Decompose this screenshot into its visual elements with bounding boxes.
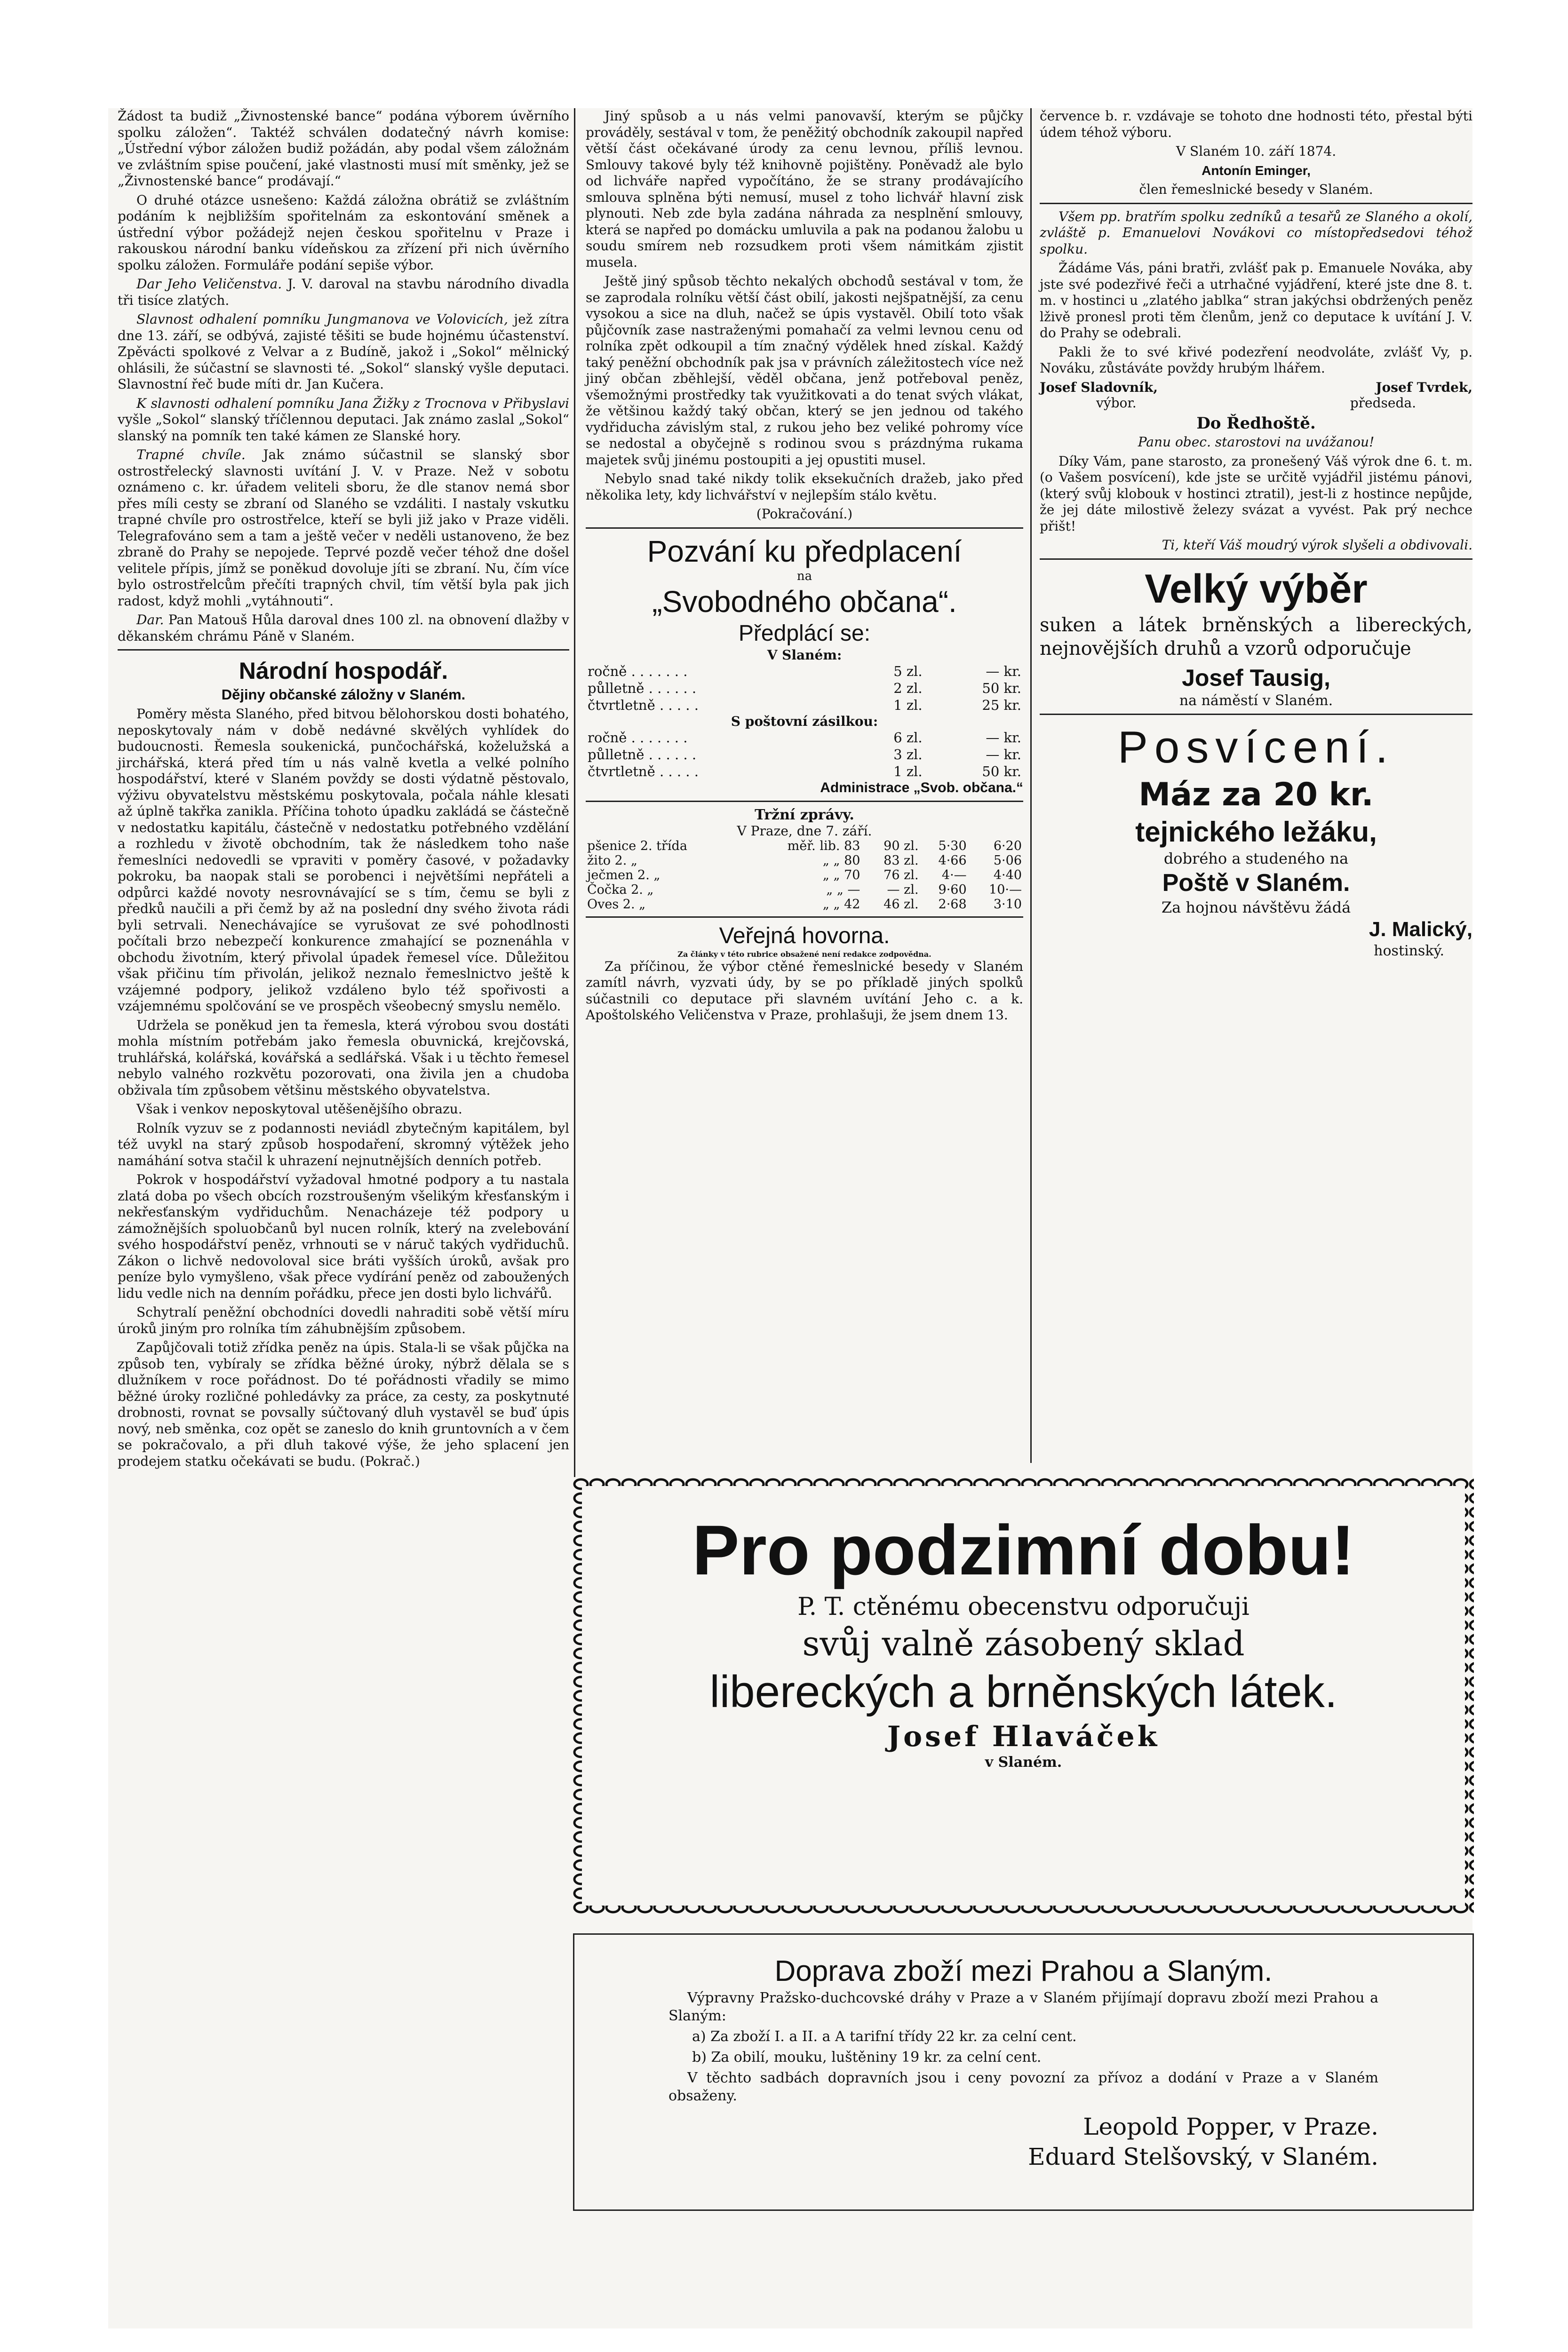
ad-name: J. Malický,	[1369, 917, 1472, 941]
market-cell: žito 2. „	[587, 853, 637, 868]
market-cell: — zl.	[887, 882, 919, 897]
price-row	[586, 697, 1023, 714]
ad-name: Josef Hlaváček	[887, 1720, 1160, 1753]
paragraph: Zapůjčovali totiž zřídka peněz na úpis. Stala-li se však půjčka na způsob ten, vybíraly se zřídka běžné úroky, nýbrž dělala se s dlužníkem v roce pořádnost. Do té pořádnosti vřadily se mimo běžné úroky rozličné pohledávky za práce, za cesty, za poskytnuté drobnosti, rovnat se povsally súčtovaný dluh vystavěl se buď úpis nový, neb směnka, coz opět se zaneslo do knih gruntovních a v čem se pokračovalo, a při dluh takové výše, že jeho splacení jen prodejem statku očekávati se budu. (Pokrač.)	[118, 1340, 569, 1469]
paragraph: července b. r. vzdávaje se tohoto dne hodnosti této, přestal býti údem téhož výboru.	[1040, 108, 1472, 140]
price-kr: — kr.	[986, 663, 1021, 679]
price-zl: 5 zl.	[893, 663, 923, 679]
price-zl: 6 zl.	[893, 729, 923, 746]
ad-title: Velký výběr	[1145, 566, 1368, 612]
market-cell: 6·20	[993, 838, 1022, 853]
item-heading: Slavnost odhalení pomníku Jungmanova ve Volovicích,	[136, 311, 508, 327]
signature: Josef Tvrdek,	[1376, 379, 1472, 395]
subscription-na: na	[796, 569, 812, 583]
ad-line: libereckých a brněnských látek.	[709, 1667, 1337, 1717]
cloth-ad	[1040, 564, 1472, 709]
market-row	[586, 897, 1023, 912]
ad-price: Máz za 20 kr.	[1138, 776, 1374, 813]
price-kr: 25 kr.	[982, 697, 1021, 713]
paragraph: Jiný spůsob a u nás velmi panovavší, kterým se půjčky prováděly, sestával v tom, že peněžitý obchodník zakoupil napřed větší část očekávané úrody za cenu levnou, příliš levnou. Smlouvy takové byly též knihovně pojištěny. Poněvadž ale bylo od lichváře napřed vypočítáno, že se strany prodávajícího smlouva splněna býti nemusí, musel z toho lichvář hlavní zisk plynouti. Neb zde byla zadána náhrada za nesplnění smlouvy, která se napřed po domácku umluvila a pak na podanou žalobu u soudu smírem neb rozsudkem proti všem námitkám zjistit musela.	[586, 108, 1023, 270]
market-title: Tržní zprávy.	[755, 806, 854, 823]
price-label: půlletně . . . . . .	[588, 680, 697, 696]
market-row	[586, 853, 1023, 868]
administration: Administrace „Svob. občana.“	[820, 779, 1023, 795]
continuation-note: (Pokračování.)	[756, 506, 853, 522]
item-heading: K slavnosti odhalení pomníku Jana Žižky z Trocnova v Přibyslavi	[136, 395, 569, 411]
price-label: ročně . . . . . . .	[588, 663, 688, 679]
ad-beer: tejnického ležáku,	[1135, 816, 1377, 848]
festival-ad	[1040, 720, 1472, 959]
price-row	[586, 763, 1023, 780]
price-label: čtvrtletně . . . . .	[588, 697, 699, 713]
date-line: V Slaném 10. září 1874.	[1176, 143, 1337, 159]
divider	[1040, 558, 1472, 560]
section-title: Národní hospodář.	[239, 658, 448, 684]
price-row	[586, 729, 1023, 746]
paragraph: Žádost ta budiž „Živnostenské bance“ podána výborem úvěrního spolku záložen“. Taktéž schválen dodatečný návrh komise: „Ústřední výbor záložen budiž požádán, aby podal všem záložnám ve zvláštním spise poučení, jaké vlastnosti musí mít směnky, jež se „Živnostenské bance“ prodávají.“	[118, 108, 569, 189]
price-zl: 3 zl.	[893, 746, 923, 763]
section-subtitle: Dějiny občanské záložny v Slaném.	[221, 686, 466, 703]
market-row	[586, 839, 1023, 853]
divider	[586, 801, 1023, 802]
market-cell: „ „ 80	[822, 853, 860, 868]
signature-role: předseda.	[1350, 395, 1416, 411]
item-text: J. V. daroval na stavbu národního divadla tři tisíce zlatých.	[118, 276, 569, 308]
ad-text: dobrého a studeného na	[1163, 849, 1349, 867]
signature-role: výbor.	[1096, 395, 1137, 411]
price-kr: — kr.	[986, 729, 1021, 746]
paragraph	[118, 276, 569, 309]
divider	[1040, 714, 1472, 715]
ad-place: v Slaném.	[985, 1754, 1062, 1771]
item-text: Jak známo súčastnil se slanský sbor ostrostřelecký slavnosti uvítání J. V. v Praze. Než v sobotu oznámeno c. kr. úřadem veliteli sboru, že dle stanov nemá sbor přes míli cesty se zbraní od Slaného se vzdáliti. I nastaly vskutku trapné chvíle pro ostrostřelce, kteří se byli již jako v Praze viděli. Telegrafováno sem a tam a ještě večer v neděli ustanoveno, že bez zbraně do Prahy se nepojede. Teprvé pozdě večer téhož dne došel velitele přípis, jímž se poněkud dovoluje jíti se zbraní. Nu, čím více bylo ostrostřelcům přečíti trapných chvil, tím větší byla pak jich radost, když mohli „vytáhnouti“.	[118, 447, 569, 609]
column-3	[1040, 108, 1472, 959]
market-cell: „ „ 42	[822, 897, 860, 912]
paragraph: Žádáme Vás, páni bratři, zvlášť pak p. Emanuele Nováka, aby jste své podezřivé řeči a utrhačné vyjádření, které jste dne 8. t. m. v hostinci u „zlatého jablka“ stran jakýchsi obdržených peněz lživě pronesl proti těm členům, jenž co deputace k uvítání J. V. do Prahy se odebrali.	[1040, 260, 1472, 341]
market-cell: pšenice 2. třída	[587, 838, 687, 853]
ad-name: Josef Tausig,	[1182, 664, 1330, 691]
market-cell: Oves 2. „	[587, 897, 646, 912]
column-2	[586, 108, 1023, 1026]
paragraph: Rolník vyzuv se z podannosti neviádl zbytečným kapitálem, byl též uvykl na starý způsob hospodaření, skromný výtěžek jeho namáhání sotva stačil k uhrazení nejnutnějších denních potřeb.	[118, 1120, 569, 1168]
market-cell: 5·06	[993, 853, 1022, 868]
paragraph: Schytralí peněžní obchodníci dovedli nahraditi sobě větší míru úroků jiným pro rolníka tím záhubnějším způsobem.	[118, 1304, 569, 1336]
forum-title: Veřejná hovorna.	[719, 923, 890, 948]
item-heading: Dar.	[136, 612, 164, 628]
price-zl: 2 zl.	[893, 680, 923, 696]
transport-ad	[573, 1933, 1474, 2211]
price-table-local	[586, 663, 1023, 714]
forum-note: Za články v této rubrice obsažené není redakce zodpovědna.	[677, 949, 931, 959]
newspaper-page	[108, 108, 1472, 2328]
market-cell: „ „ 70	[822, 867, 860, 882]
market-subtitle: V Praze, dne 7. září.	[737, 823, 872, 839]
paragraph	[118, 612, 569, 644]
price-label: čtvrtletně . . . . .	[588, 763, 699, 779]
price-table-post	[586, 729, 1023, 780]
divider	[1040, 203, 1472, 204]
paragraph: O druhé otázce usnešeno: Každá záložna obrátiž se zvláštním podáním k nejbližším spořitelnám za eskontování směnek a ústřední výbor požádejž nejen českou spořitelnu v Praze i rakouskou národní banku vídeňskou za zřízení při nich úvěrního spolku záložen. Formuláře podání sepiše výbor.	[118, 192, 569, 273]
ad-address: na náměstí v Slaném.	[1179, 692, 1333, 709]
paragraph: Za příčinou, že výbor ctěné řemeslnické besedy v Slaném zamítl návrh, vyzvati údy, by se po příkladě jiných spolků súčastnili co deputace při slavném uvítání Jeho c. a k. Apoštolského Veličenstva v Praze, prohlašuji, že jsem dnem 13.	[586, 958, 1023, 1023]
market-cell: 4·—	[941, 867, 967, 882]
market-cell: 46 zl.	[883, 897, 919, 912]
price-kr: — kr.	[986, 746, 1021, 763]
paragraph: Všem pp. bratřím spolku zedníků a tesařů ze Slaného a okolí, zvláště p. Emanuelovi Novákovi co místopředsedovi téhož spolku.	[1040, 208, 1472, 257]
signatures	[1040, 380, 1472, 395]
price-row	[586, 663, 1023, 680]
paragraph: Nebylo snad také nikdy tolik eksekučních dražeb, jako před několika lety, kdy lichvářství v nejlepším stálo květu.	[586, 471, 1023, 503]
ad-item: a) Za zboží I. a II. a A tarifní třídy 22 kr. za celní cent.	[692, 2028, 1077, 2045]
item-heading: Dar Jeho Veličenstva.	[136, 276, 282, 292]
price-zl: 1 zl.	[893, 697, 923, 713]
ad-title: Posvícení.	[1117, 722, 1395, 772]
market-cell: 83 zl.	[883, 853, 919, 868]
paragraph: Pakli že to své křivé podezření neodvoláte, zvlášť Vy, p. Nováku, zůstáváte povždy hrubým lhářem.	[1040, 344, 1472, 376]
column-rule-2	[1030, 108, 1032, 1463]
ad-text: Výpravny Pražsko-duchcovské dráhy v Praze a v Slaném přijímají dopravu zboží mezi Prahou a Slaným:	[669, 1990, 1378, 2024]
price-kr: 50 kr.	[982, 680, 1021, 696]
divider	[586, 916, 1023, 918]
paragraph: Udržela se poněkud jen ta řemesla, která výrobou svou dostáti mohla místním potřebám jako řemesla obuvnická, krejčovská, truhlářská, kolářská, kovářská a sedlářská. Však i u těchto řemesel nebylo valného rozkvětu pozorovati, ona živila jen a chudoba obživala tím způsobem většinu městského obyvatelstva.	[118, 1017, 569, 1098]
ad-place: Poště v Slaném.	[1162, 869, 1350, 897]
market-cell: ječmen 2. „	[587, 867, 661, 882]
column-1	[118, 108, 569, 1472]
ad-title: Pro podzimní dobu!	[692, 1510, 1355, 1589]
item-text: Pan Matouš Hůla daroval dnes 100 zl. na obnovení dlažby v děkanském chrámu Páně v Slaném.	[118, 612, 569, 644]
subscription-location: V Slaném:	[767, 647, 842, 663]
price-kr: 50 kr.	[982, 763, 1021, 779]
subscription-title: Pozvání ku předplacení	[647, 534, 962, 568]
subscription-location: S poštovní zásilkou:	[731, 713, 878, 729]
market-cell: 3·10	[993, 897, 1022, 912]
price-zl: 1 zl.	[893, 763, 923, 779]
ad-title: Doprava zboží mezi Prahou a Slaným.	[774, 1955, 1273, 1987]
ad-role: hostinský.	[1374, 942, 1444, 959]
market-cell: 4·66	[938, 853, 967, 868]
ad-item: b) Za obilí, mouku, luštěniny 19 kr. za celní cent.	[692, 2049, 1042, 2066]
price-label: půlletně . . . . . .	[588, 746, 697, 763]
ad-text: V těchto sadbách dopravních jsou i ceny povozní za přívoz a dodání v Praze a v Slaném obsaženy.	[669, 2070, 1378, 2104]
divider	[118, 649, 569, 651]
market-cell: 2·68	[938, 897, 967, 912]
paragraph: Však i venkov neposkytoval utěšenějšího obrazu.	[136, 1101, 462, 1117]
market-row	[586, 882, 1023, 897]
market-row	[586, 868, 1023, 882]
price-label: ročně . . . . . . .	[588, 729, 688, 746]
ad-text: suken a látek brněnských a libereckých, nejnovějších druhů a vzorů odporučuje	[1040, 614, 1472, 660]
market-cell: měř. lib. 83	[787, 838, 860, 853]
signature: Antonín Eminger,	[1202, 163, 1311, 178]
divider	[586, 527, 1023, 529]
addressee: Panu obec. starostovi na uvážanou!	[1138, 434, 1375, 450]
paragraph	[118, 311, 569, 393]
paragraph: Pokrok v hospodářství vyžadoval hmotné podpory a tu nastala zlatá doba po všech obcích rozstroušeným všelikým křesťanským i nekřesťanským vydřiduchům. Nenacházeje též podpory u zámožnějších spoluobčanů byl nucen rolník, který na zvelebování svého hospodářství peněz, vrhnouti se v náruč takých vydřiduchů. Zákon o lichvě nedovoloval sice bráti vyšších úroků, avšak pro peníze bylo vymyšleno, však přece vydírání peněz od zaboužených lidu vedle nich na denním pořádku, přece jen dosti bylo lichvářů.	[118, 1172, 569, 1301]
signature-roles	[1040, 395, 1472, 411]
column-rule-1	[574, 108, 575, 1571]
item-heading: Trapné chvíle.	[136, 447, 246, 462]
market-cell: 90 zl.	[883, 838, 919, 853]
ad-signature: Leopold Popper, v Praze.	[1083, 2113, 1378, 2140]
paragraph: Díky Vám, pane starosto, za pronešený Váš výrok dne 6. t. m. (o Vašem posvícení), kde jste se určitě vyjádřil jistému pánovi, (který svůj klobouk v hostinci ztratil), jest-li z hostince nepůjde, že jej dáte milostivě železy svázat a vyvést. Pak prý nechce přišt!	[1040, 453, 1472, 534]
signature: Josef Sladovník,	[1040, 379, 1158, 395]
paragraph: Ještě jiný spůsob těchto nekalých obchodů sestával v tom, že se zaprodala rolníku větší část obilí, jakosti nejšpatnější, za cenu vysokou a sice na dluh, načež se úpis vystavěl. Obilí toto však půjčovník zase nastraženými pomahačí za velmi levnou cenu od rolníka zpět odkoupil a tím značný výdělek hned získal. Každý taký peněžní obchodník pak jsa v právních záležitostech více než jiný občan zběhlejší, věděl občana, jenž potřeboval peněz, všemožnými prostředky tak využitkovati a do tenat svých vlákat, že většinou každý taký občan, který se jen jednou od takého vydřiducha závislým stal, z rukou jeho bez veliké pohromy více se nedostal a obyčejně s rodinou svou s prázdnýma rukama majetek svůj jinému postoupiti a jej opustiti musel.	[586, 273, 1023, 468]
signature: Ti, kteří Váš moudrý výrok slyšeli a obdivovali.	[1162, 537, 1472, 553]
paragraph	[118, 396, 569, 445]
market-cell: 76 zl.	[883, 867, 919, 882]
market-cell: 5·30	[938, 838, 967, 853]
subscription-heading: Předplácí se:	[738, 620, 871, 646]
market-cell: Čočka 2. „	[587, 882, 654, 897]
market-cell: 9·60	[938, 882, 967, 897]
item-text: jež zítra dne 13. září, se odbývá, zajisté těšiti se bude hojnému účastenství. Zpěvácti spolkové z Velvar a z Budíně, jakož i „Sokol“ mělnický ohlásili, že súčastní se slavnosti té. „Sokol“ slanský vyšle deputaci. Slavnostní řeč bude míti dr. Jan Kučera.	[118, 311, 570, 392]
autumn-ad	[573, 1477, 1474, 1915]
paragraph: Poměry města Slaného, před bitvou bělohorskou dosti bohatého, neposkytovaly nám v době nedávné skvělých vyhlídek do budoucnosti. Řemesla soukenická, punčochářská, koželužská a jirchářská, která před tím u nás valně kvetla a velké polního hospodářství, které v Slaném povždy se dosti výdatně pěstovalo, výživu obyvatelstvu městskému poskytovala, počala náhle klesati až úplně takřka zanikla. Příčina tohoto úpadku zakládá se částečně v nedostatku kapitálu, částečně v nedostatku potřebného vzdělání a rozhledu v životě obchodním, tak že následkem toho naše řemeslníci nedovedli se vpraviti v poměry časové, v požadavky pokroku, ba naopak stali se porobenci i největšími nepřáteli a odpůrci každé novoty nesrovnávající se s tím, čemu se byli z předků naučili a při čemž by až na poslední dny svého života rádi byli setrvali. Nenechávajíce se vyrušovat ze své pohodlnosti počítali brzo nebezpečí konkurence zmahající se poznenáhla v obchodu životním, který přivolal úpadek řemesel více. Důležitou však přičinu tím přivolán, jelikož neznalo řemeslnictvo ještě k vzájemné podpory, jelikož vzdáleno bylo též spořivosti a vzájemnému spolčování se ve prospěch všeobecný smyslu nemělo.	[118, 706, 569, 1014]
market-cell: „ „ —	[826, 882, 860, 897]
signature-role: člen řemeslnické besedy v Slaném.	[1139, 182, 1373, 197]
market-cell: 4·40	[993, 867, 1022, 882]
market-table	[586, 839, 1023, 912]
subscription-paper-name: „Svobodného občana“.	[652, 584, 957, 619]
market-cell: 10·—	[989, 882, 1022, 897]
ad-line: P. T. ctěnému obecenstvu odporučuji	[797, 1593, 1250, 1621]
ad-line: svůj valně zásobený sklad	[802, 1624, 1245, 1663]
price-row	[586, 746, 1023, 763]
ad-signature: Eduard Stelšovský, v Slaném.	[1028, 2143, 1378, 2170]
paragraph	[118, 447, 569, 609]
subscription-ad	[586, 533, 1023, 796]
item-text: vyšle „Sokol“ slanský tříčlennou deputaci. Jak známo zaslal „Sokol“ slanský na pomník ten také kámen ze Slanské hory.	[118, 412, 569, 444]
heading: Do Ředhoště.	[1196, 413, 1316, 433]
price-row	[586, 680, 1023, 697]
ad-text: Za hojnou návštěvu žádá	[1161, 898, 1351, 916]
